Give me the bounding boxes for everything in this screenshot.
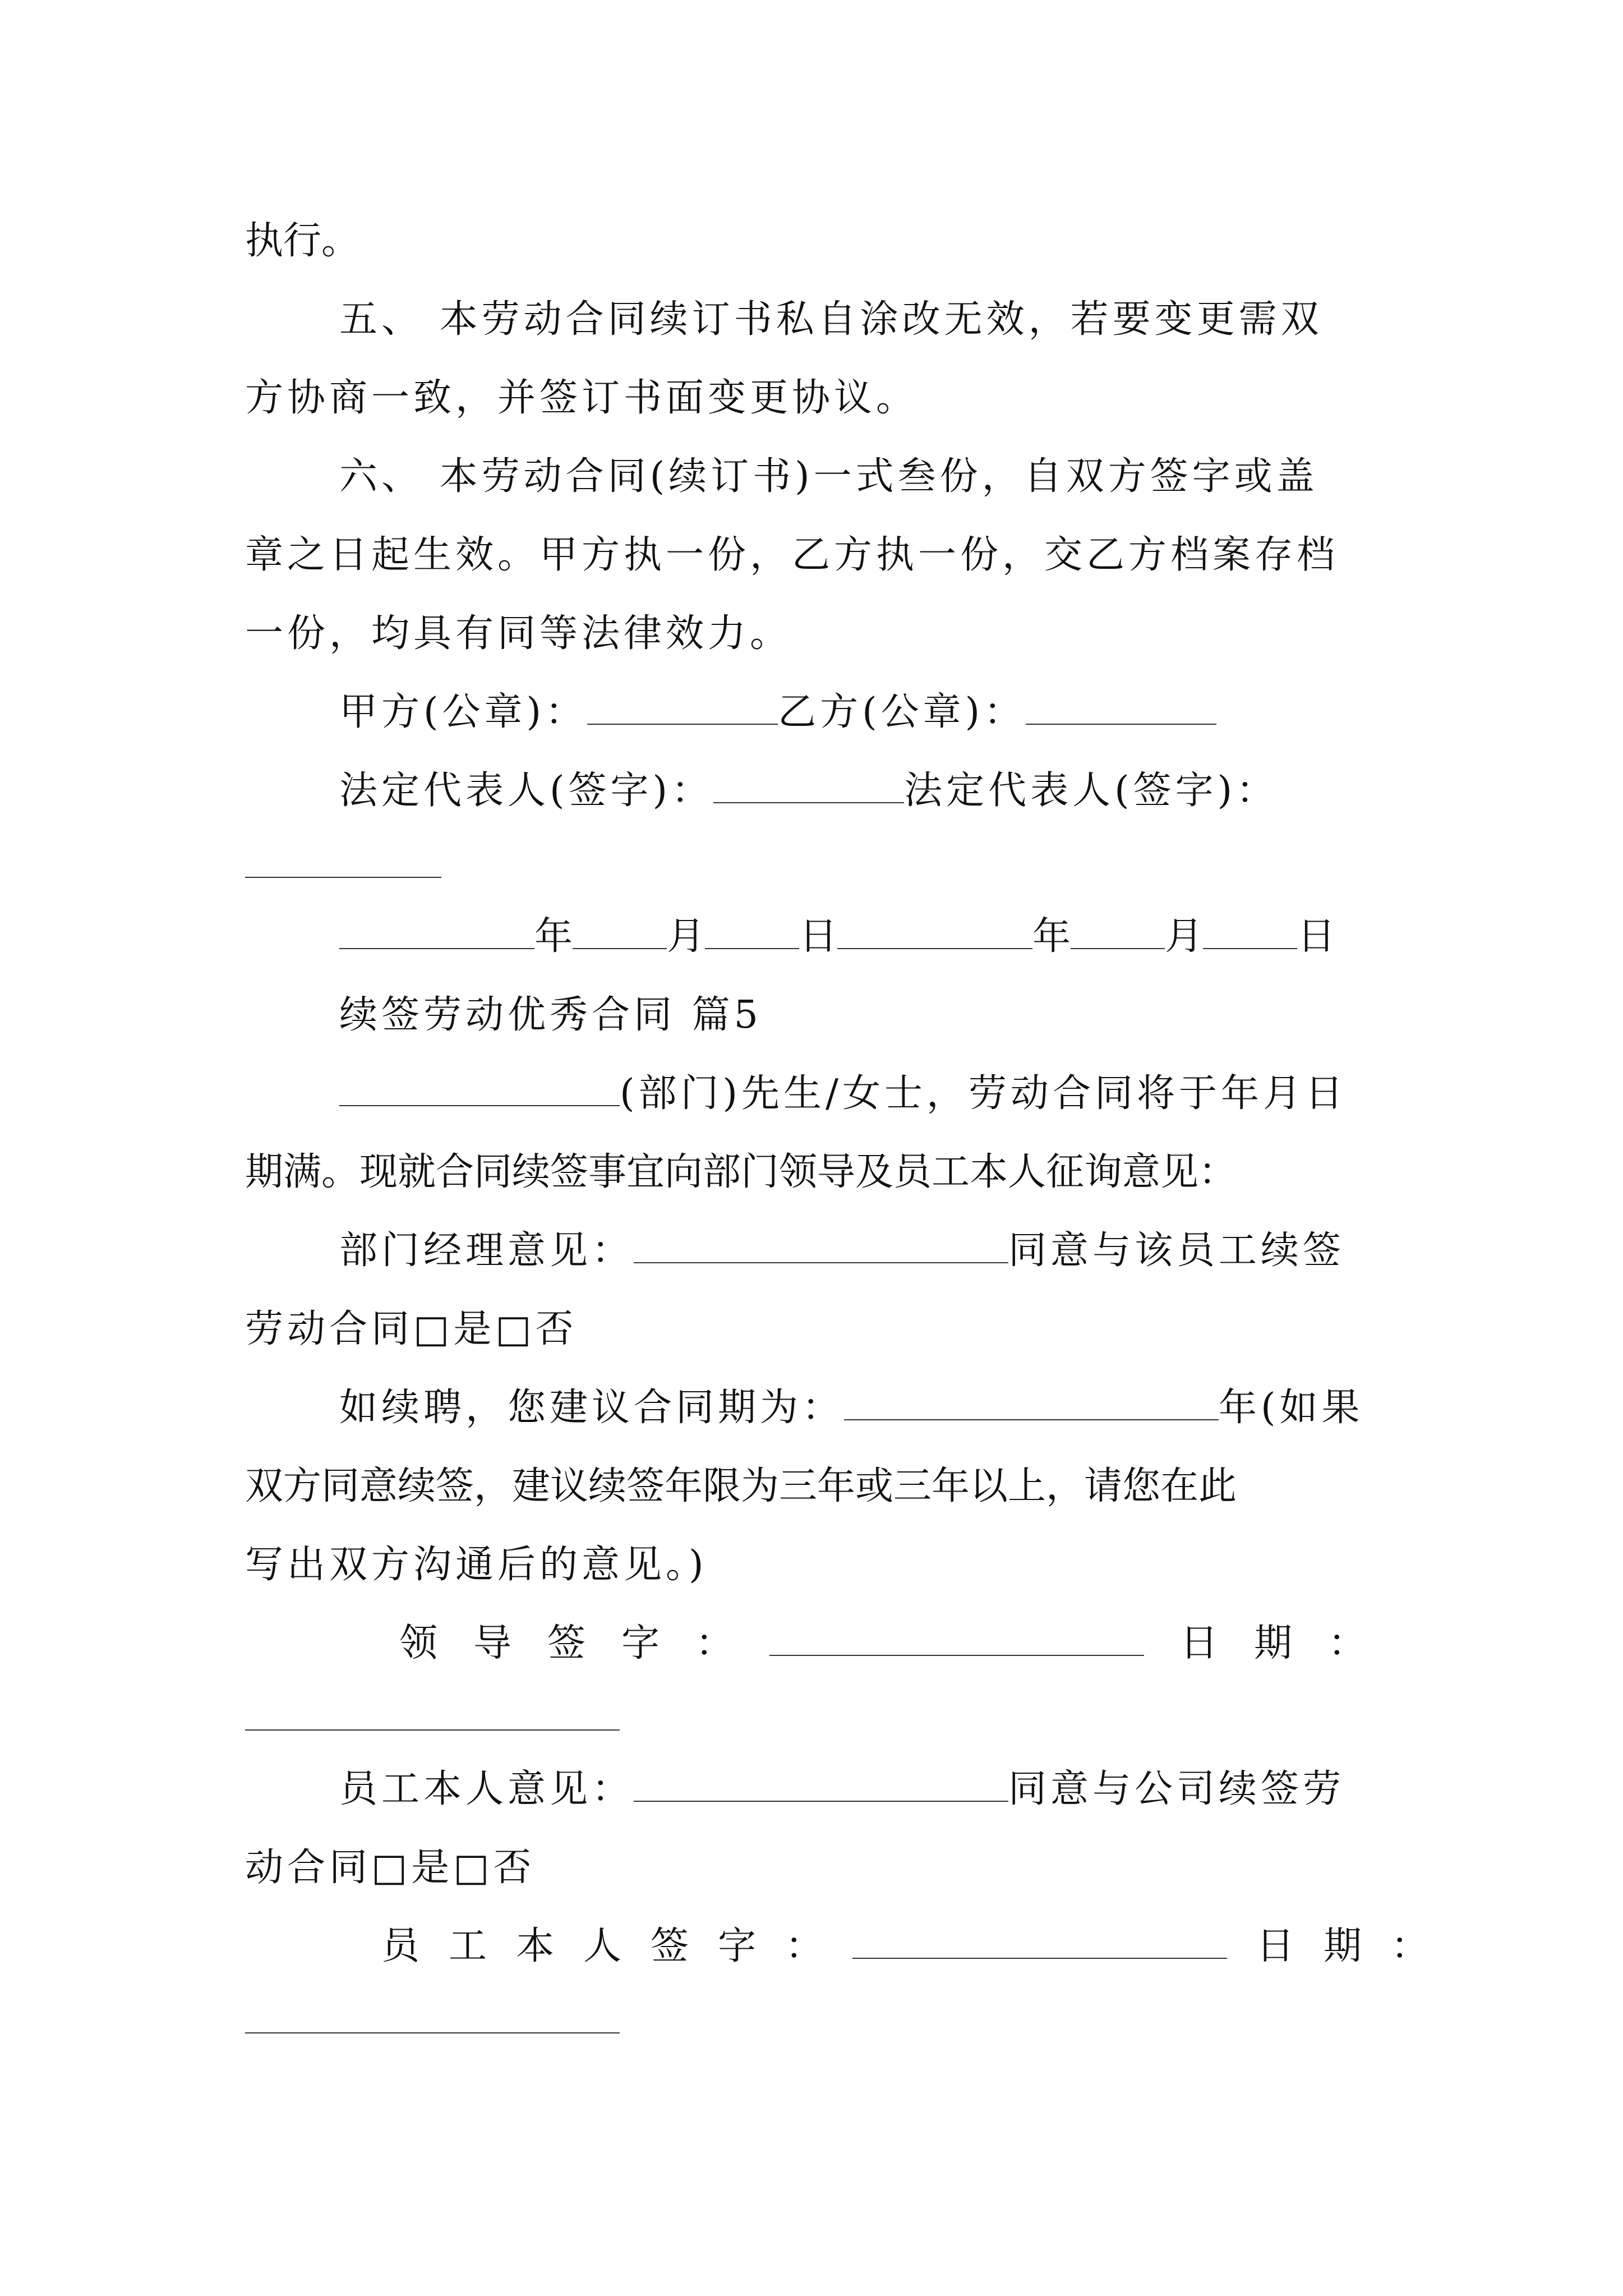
text: 方协商一致，并签订书面变更协议。 [245, 376, 919, 420]
text: 双方同意续签，建议续签年限为三年或三年以上，请您在此 [245, 1464, 1237, 1508]
month-label: 月 [1165, 914, 1204, 959]
manager-choice-text: 劳动合同□是□否 [245, 1307, 578, 1351]
party-b-seal-label: 乙方(公章)： [778, 690, 1026, 734]
paragraph-line [245, 373, 918, 424]
day-label: 日 [1297, 914, 1336, 959]
paragraph-line [245, 530, 1339, 581]
employee-opinion-line [339, 1764, 1345, 1815]
day-blank [705, 915, 799, 949]
paragraph-line [245, 1843, 536, 1893]
day-blank [1203, 915, 1297, 949]
party-b-representative-blank [245, 877, 441, 878]
text: 同意与公司续签劳 [1008, 1767, 1345, 1811]
clause-five-line [339, 295, 1323, 345]
text: 章之日起生效。甲方执一份，乙方执一份，交乙方档案存档 [245, 533, 1339, 577]
manager-opinion-label: 部门经理意见： [339, 1228, 634, 1273]
paragraph-line [245, 1461, 1237, 1512]
leader-signature-line [399, 1618, 1402, 1669]
text: 续签劳动优秀合同 篇5 [339, 993, 762, 1037]
paragraph-line [245, 1540, 708, 1590]
employee-name-blank [339, 1073, 620, 1106]
paragraph-line [245, 1304, 578, 1355]
clause-six-line [339, 452, 1318, 502]
party-b-representative-label: 法定代表人(签字)： [904, 769, 1279, 813]
year-blank [339, 915, 534, 949]
section-heading [339, 990, 762, 1041]
leader-date-blank [245, 1729, 620, 1731]
month-label: 月 [667, 914, 706, 959]
leader-date-label: 日期： [1180, 1621, 1403, 1665]
text: (部门)先生/女士，劳动合同将于年月日 [620, 1071, 1347, 1116]
year-blank [837, 915, 1032, 949]
party-a-representative-label: 法定代表人(签字)： [339, 769, 714, 813]
party-a-seal-label: 甲方(公章)： [339, 690, 588, 734]
employee-date-label: 日期： [1256, 1924, 1459, 1968]
renewal-term-line [339, 1383, 1364, 1433]
text: 五、 本劳动合同续订书私自涂改无效，若要变更需双 [339, 297, 1323, 342]
leader-signature-blank [769, 1622, 1144, 1656]
party-b-seal-blank [1026, 691, 1216, 725]
employee-signature-blank [852, 1925, 1227, 1959]
day-label: 日 [799, 914, 838, 959]
legal-representative-line [339, 766, 1278, 816]
text: 执行。 [245, 219, 360, 263]
notice-line [339, 1069, 1347, 1119]
employee-date-blank [245, 2032, 620, 2033]
year-label: 年 [534, 914, 573, 959]
paragraph-line [245, 216, 359, 266]
text: 年(如果 [1219, 1386, 1364, 1430]
party-a-seal-blank [587, 691, 778, 725]
year-label: 年 [1032, 914, 1071, 959]
text: 期满。现就合同续签事宜向部门领导及员工本人征询意见： [245, 1150, 1237, 1194]
text: 写出双方沟通后的意见。) [245, 1543, 708, 1587]
employee-signature-label: 员工本人签字： [381, 1924, 853, 1968]
manager-opinion-blank [634, 1230, 1008, 1263]
party-seal-line [339, 687, 1216, 738]
renewal-term-blank [844, 1387, 1219, 1420]
text: 六、 本劳动合同(续订书)一式叁份，自双方签字或盖 [339, 454, 1318, 499]
employee-opinion-blank [634, 1768, 1008, 1802]
renewal-term-label: 如续聘，您建议合同期为： [339, 1386, 845, 1430]
manager-opinion-line [339, 1226, 1345, 1276]
leader-signature-label: 领导签字： [399, 1621, 770, 1665]
employee-signature-line [381, 1921, 1458, 1972]
date-line [339, 912, 1335, 962]
employee-choice-text: 动合同□是□否 [245, 1846, 536, 1890]
employee-opinion-label: 员工本人意见： [339, 1767, 634, 1811]
month-blank [573, 915, 667, 949]
text: 同意与该员工续签 [1008, 1228, 1345, 1273]
paragraph-line [245, 1147, 1237, 1198]
paragraph-line [245, 609, 792, 659]
text: 一份，均具有同等法律效力。 [245, 611, 792, 656]
month-blank [1071, 915, 1165, 949]
party-a-representative-blank [713, 770, 904, 803]
